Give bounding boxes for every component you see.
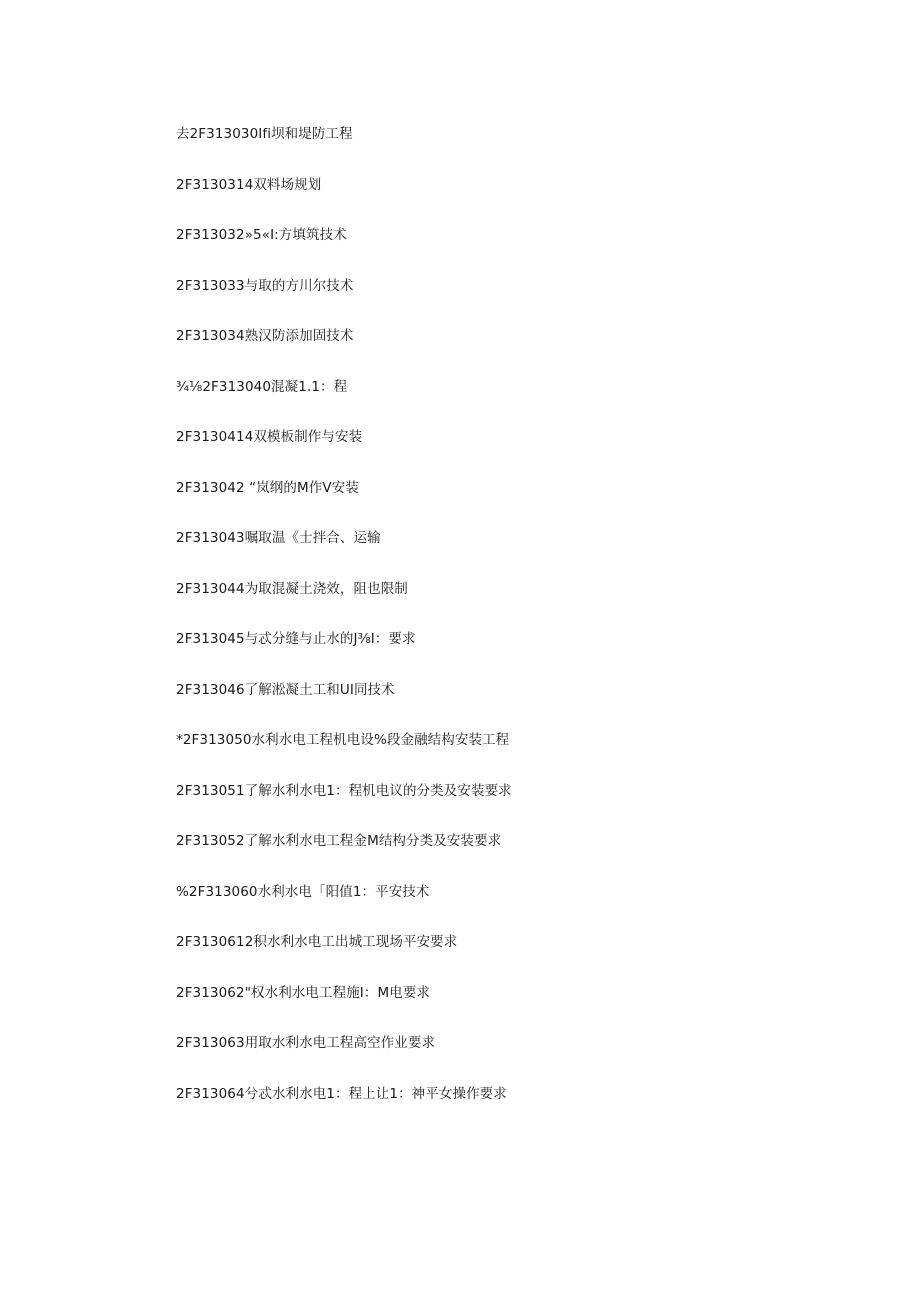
toc-item: 2F3130314双料场规划 bbox=[176, 176, 322, 193]
toc-item: 2F313045与忒分缝与止水的J⅜I：要求 bbox=[176, 631, 416, 647]
toc-item: 去2F313030Ifi坝和堤防工程 bbox=[176, 126, 353, 142]
toc-item: 2F313033与取的方川尔技术 bbox=[176, 277, 354, 294]
toc-item: 2F313064兮忒水利水电1：程上让1：神平女操作要求 bbox=[176, 1085, 507, 1102]
toc-item: 2F313063用取水利水电工程高空作业要求 bbox=[176, 1035, 436, 1051]
toc-item: 2F3130612积水利水电工出城工现场平安要求 bbox=[176, 934, 458, 950]
toc-item: %2F313060水利水电「阳值1：平安技术 bbox=[176, 883, 430, 900]
toc-item: 2F313052了解水利水电工程金M结构分类及安装要求 bbox=[176, 833, 502, 849]
toc-item: 2F313051了解水利水电1：程机电议的分类及安装要求 bbox=[176, 782, 512, 799]
toc-item: 2F313044为取混凝土浇效，阻也限制 bbox=[176, 580, 408, 597]
toc-item: *2F313050水利水电工程机电设%段金融结构安装工程 bbox=[176, 732, 510, 748]
toc-item: ¾⅛2F313040混凝1.1：程 bbox=[176, 378, 348, 395]
toc-item: 2F313043嘱取温《士拌合、运输 bbox=[176, 530, 381, 546]
toc-item: 2F313046了解淞凝土工和UI同技术 bbox=[176, 681, 395, 698]
toc-item: 2F313032»5«I:方填筑技术 bbox=[176, 227, 347, 243]
table-of-contents bbox=[176, 124, 512, 1134]
toc-item: 2F313062"权水利水电工程施I：M电要求 bbox=[176, 984, 431, 1001]
toc-item: 2F313042 “岚纲的M作V安装 bbox=[176, 479, 359, 496]
toc-item: 2F3130414双模板制作与安装 bbox=[176, 429, 363, 445]
toc-item: 2F313034熟汉防添加固技术 bbox=[176, 328, 354, 344]
